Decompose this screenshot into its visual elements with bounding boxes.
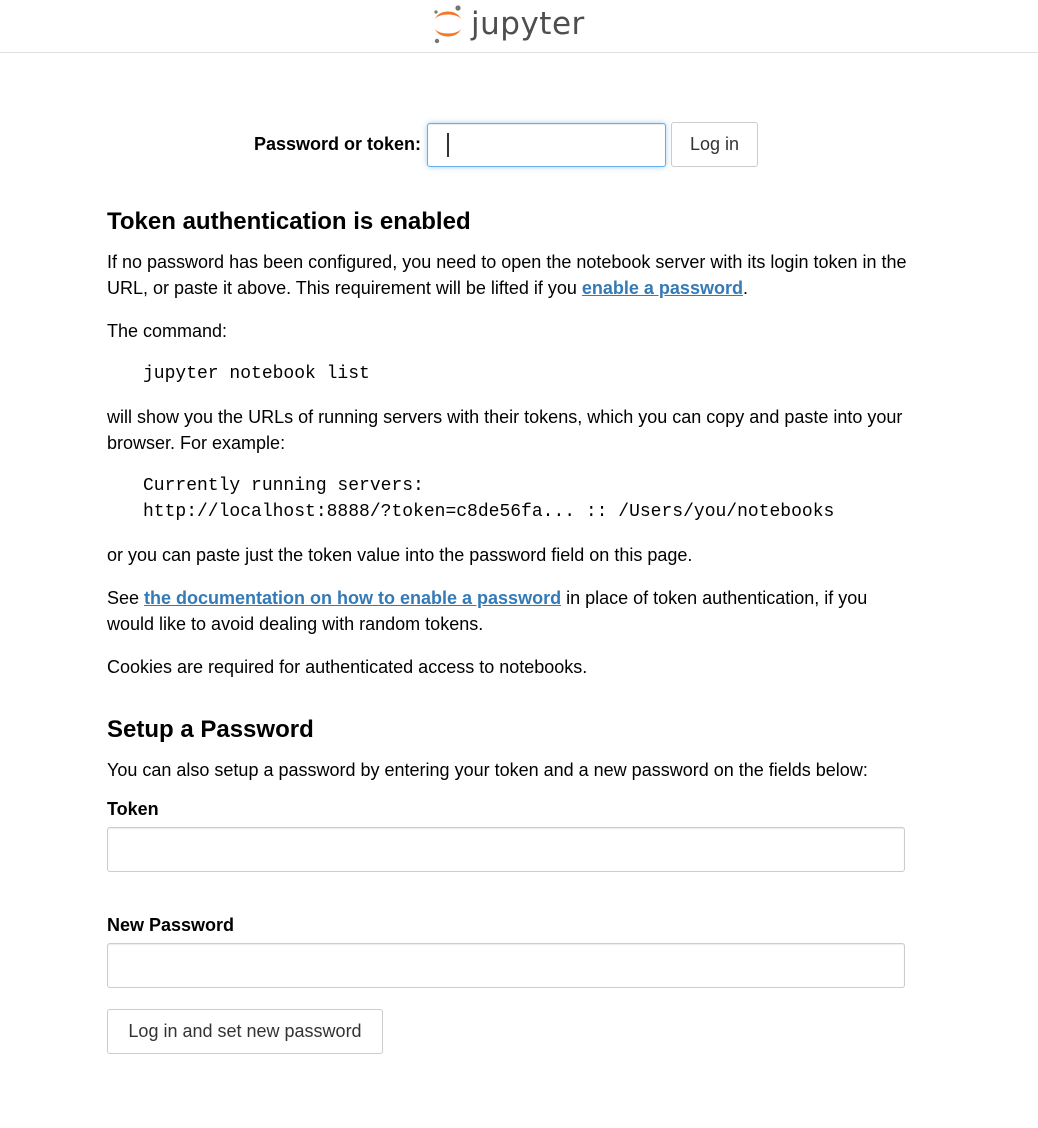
documentation-link[interactable]: the documentation on how to enable a password [144, 588, 562, 608]
token-intro-text: If no password has been configured, you need to open the notebook server with its login token in the URL, or paste it above. This requirement will be lifted if you [107, 252, 907, 298]
command-code: jupyter notebook list [143, 364, 370, 384]
setup-heading: Setup a Password [107, 716, 314, 743]
login-form [254, 122, 758, 167]
token-field-label: Token [107, 799, 159, 819]
enable-password-link[interactable]: enable a password [581, 278, 743, 298]
login-button[interactable]: Log in [671, 122, 758, 167]
token-intro-paragraph [107, 249, 907, 301]
jupyter-logo[interactable] [431, 3, 585, 45]
jupyter-logo-icon [431, 3, 465, 45]
password-input[interactable] [427, 123, 666, 167]
paste-token-paragraph: or you can paste just the token value into the password field on this page. [107, 545, 693, 565]
new-password-label: New Password [107, 915, 235, 935]
text-cursor [447, 133, 449, 157]
setup-intro: You can also setup a password by entering your token and a new password on the fields below: [107, 760, 868, 780]
setup-password-section [107, 713, 907, 1054]
logo-text: jupyter [471, 5, 585, 42]
token-field[interactable] [107, 827, 905, 872]
main-content [107, 205, 907, 1054]
command-label: The command: [107, 321, 228, 341]
token-heading: Token authentication is enabled [107, 208, 471, 235]
show-urls-paragraph: will show you the URLs of running servers with their tokens, which you can copy and paste into your browser. For example: [107, 407, 903, 453]
password-label: Password or token: [254, 134, 422, 154]
example-output [107, 473, 907, 525]
example-line-2: http://localhost:8888/?token=c8de56fa... :: /Users/you/notebooks [143, 502, 835, 522]
new-password-field[interactable] [107, 943, 905, 988]
example-line-1: Currently running servers: [143, 476, 424, 496]
header-bar [0, 0, 1038, 53]
cookies-paragraph: Cookies are required for authenticated access to notebooks. [107, 657, 588, 677]
see-suffix: in place of token authentication, if you would like to avoid dealing with random tokens. [107, 588, 868, 634]
documentation-paragraph [107, 585, 907, 637]
login-set-password-button[interactable]: Log in and set new password [107, 1009, 383, 1054]
token-intro-end: . [742, 278, 748, 298]
see-prefix: See [107, 588, 145, 608]
